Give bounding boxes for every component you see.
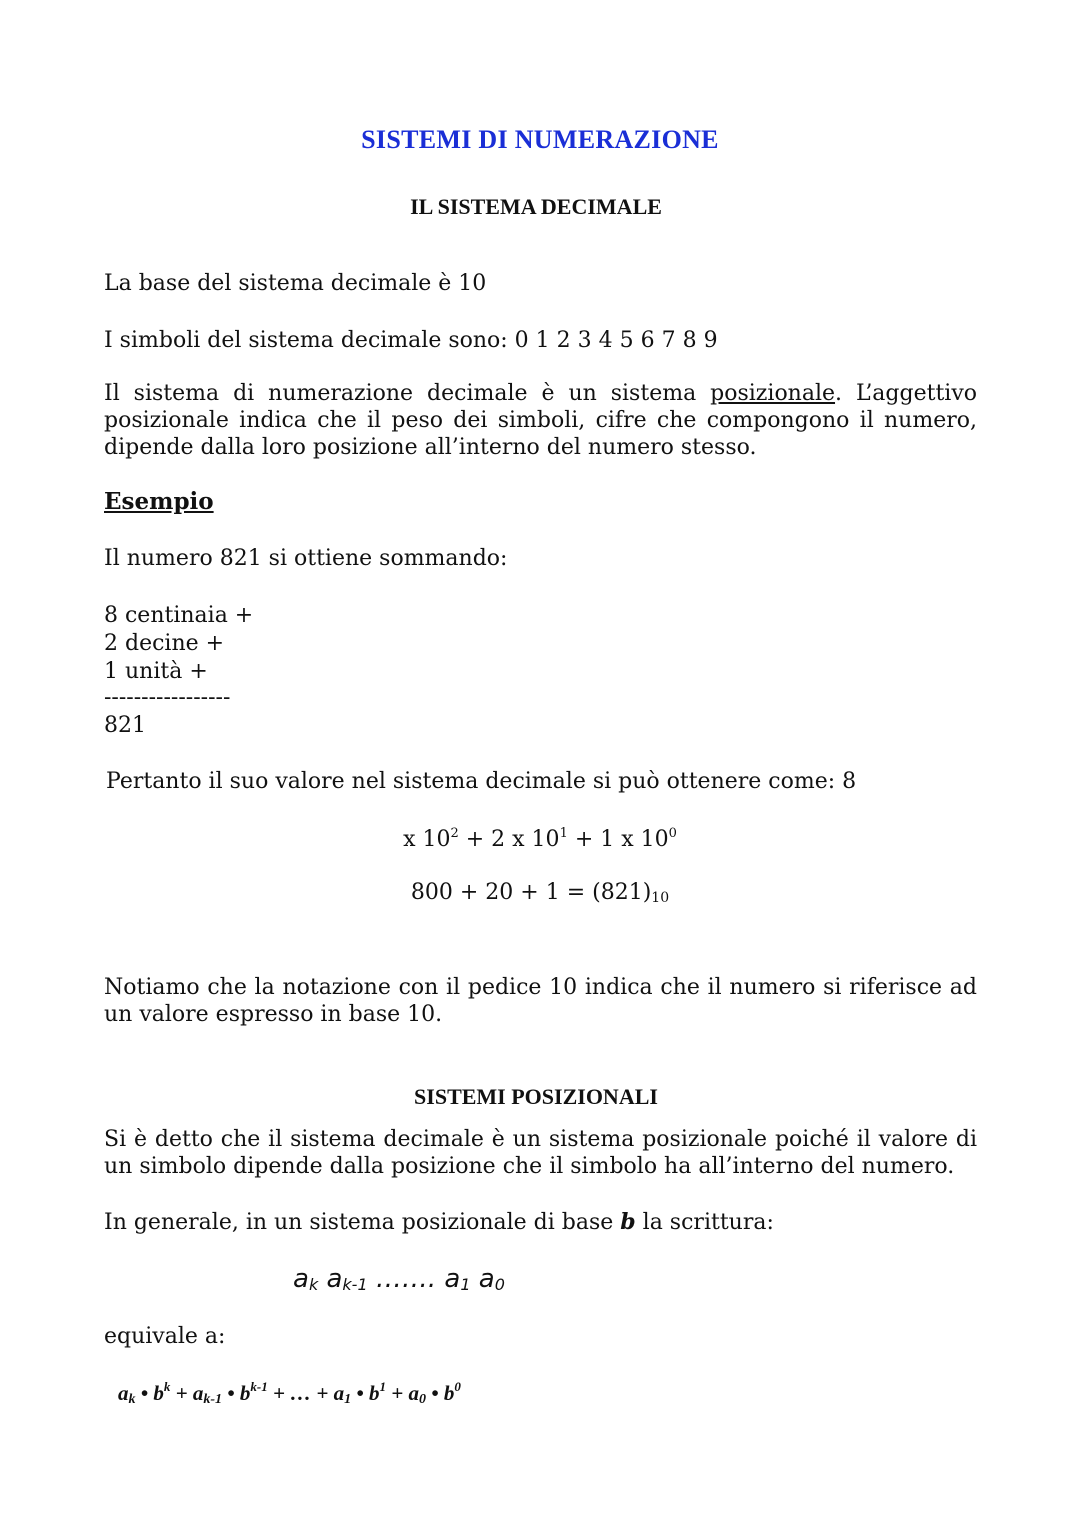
result-subscript: 10 [651,890,670,906]
sum-exponent: 1 [379,1379,386,1394]
page-title: SISTEMI DI NUMERAZIONE [361,125,719,154]
positional-paragraph [104,380,977,461]
sum-exponent: k-1 [250,1379,268,1394]
general-line [104,1209,774,1236]
example-line: 8 centinaia + [104,603,254,628]
sum-term: • b [351,1381,380,1405]
positional-underlined-word: posizionale [710,381,836,406]
sum-index: k-1 [203,1392,222,1407]
sum-formula [118,1380,461,1407]
example-line: 2 decine + [104,631,225,656]
result-text: 800 + 20 + 1 = (821) [410,880,652,905]
digit-index: 1 [460,1275,471,1294]
expansion-formula [0,826,1080,853]
note-paragraph: Notiamo che la notazione con il pedice 10 indica che il numero si riferisce ad un valore espresso in base 10. [104,975,977,1027]
example-intro: Il numero 821 si ottiene sommando: [104,546,508,571]
digit-symbol: a [444,1264,461,1294]
positional-definition: Si è detto che il sistema decimale è un sistema posizionale poiché il valore di un simbolo dipende dalla posizione che il simbolo ha all’interno del numero. [104,1127,977,1179]
example-line: 1 unità + [104,659,208,684]
ellipsis: ……. [367,1264,445,1294]
positional-text-before: Il sistema di numerazione decimale è un sistema [104,381,711,406]
digits-formula [293,1266,505,1293]
example-separator: ----------------- [104,685,231,710]
therefore-line: Pertanto il suo valore nel sistema decimale si può ottenere come: 8 [106,769,857,794]
digit-symbol: a [293,1264,309,1294]
digit-symbol: a [470,1264,495,1294]
sum-term: a [118,1381,129,1405]
expansion-part: + 2 x 10 [458,827,560,852]
digit-index: k [308,1275,319,1294]
sum-index: k [128,1392,136,1407]
base-variable: b [620,1209,636,1235]
section-heading-decimal: IL SISTEMA DECIMALE [410,194,662,219]
digit-index: k-1 [342,1275,368,1294]
equivale-line: equivale a: [104,1324,226,1349]
sum-term: + a [386,1381,419,1405]
sum-index: 1 [344,1392,352,1407]
example-heading: Esempio [104,488,214,515]
expansion-part: x 10 [403,827,451,852]
digit-index: 0 [494,1275,505,1294]
sum-index: 0 [418,1392,426,1407]
section-heading-positional: SISTEMI POSIZIONALI [414,1084,658,1109]
sum-exponent: 0 [454,1379,461,1394]
result-formula [0,879,1080,906]
general-text-after: la scrittura: [635,1210,774,1235]
digit-symbol: a [318,1264,343,1294]
positional-text-after: . L’aggettivo posizionale indica che il peso dei simboli, cifre che compongono il numero, dipende dalla loro posizione all’interno del numero stesso. [104,381,977,460]
expansion-exponent: 1 [559,826,568,841]
sum-term: • b [135,1381,164,1405]
sum-exponent: k [163,1379,171,1394]
sum-term: + … + a [267,1381,345,1405]
symbols-line: I simboli del sistema decimale sono: 0 1 2 3 4 5 6 7 8 9 [104,328,718,353]
example-total: 821 [104,713,146,738]
sum-term: + a [170,1381,204,1405]
expansion-part: + 1 x 10 [567,827,669,852]
expansion-exponent: 2 [450,826,459,841]
expansion-exponent: 0 [668,826,677,841]
base-line: La base del sistema decimale è 10 [104,271,487,296]
general-text-before: In generale, in un sistema posizionale di base [104,1210,621,1235]
sum-term: • b [222,1381,251,1405]
sum-term: • b [425,1381,455,1405]
